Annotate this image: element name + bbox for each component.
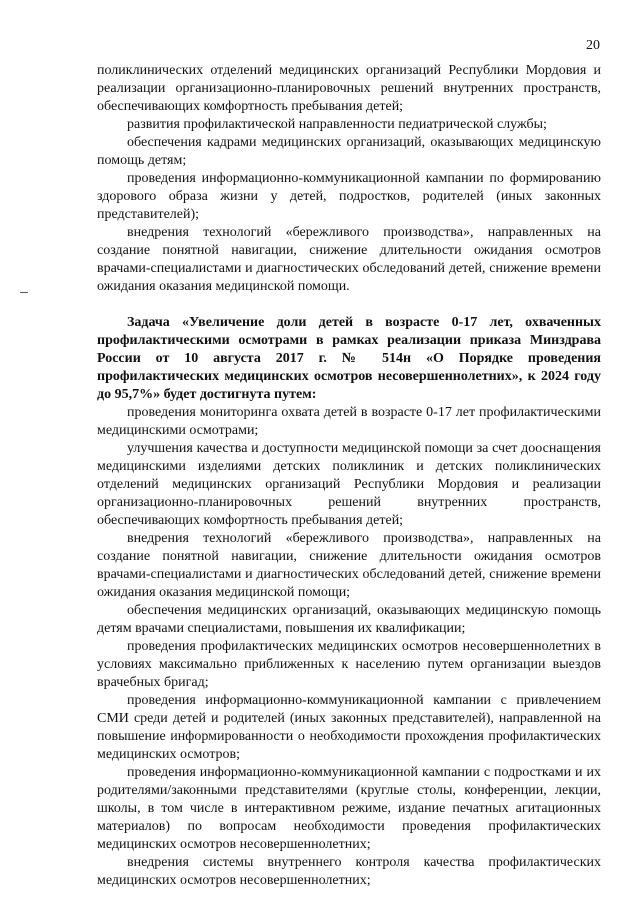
measure-paragraph: проведения информационно-коммуникационной кампании с привлечением СМИ среди детей и родителей (иных законных представителей), направленной на повышение информированности о необходимости прохождения профилактических медицинских осмотров; [97,693,601,762]
paragraph: обеспечения кадрами медицинских организаций, оказывающих медицинскую помощь детям; [97,135,601,168]
paragraph: проведения информационно-коммуникационной кампании по формированию здорового образа жизни у детей, подростков, родителей (иных законных представителей); [97,171,601,222]
paragraph: развития профилактической направленности педиатрической службы; [127,117,547,132]
measure-paragraph: обеспечения медицинских организаций, оказывающих медицинскую помощь детям врачами специалистами, повышения их квалификации; [97,603,601,636]
page-number: 20 [586,38,600,53]
measure-paragraph: проведения информационно-коммуникационной кампании с подростками и их родителями/законными представителями (круглые столы, конференции, лекции, школы, в том числе в интерактивном режиме, издание печатных агитационных материалов) по вопросам необходимости проведения профилактических медицинских осмотров несовершеннолетних; [97,765,601,852]
measure-paragraph: улучшения качества и доступности медицинской помощи за счет дооснащения медицинскими изделиями детских поликлиник и детских поликлинических отделений медицинских организаций Республики Мордовия и реализации организационно-планировочных решений внутренних пространств, обеспечивающих комфортность пребывания детей; [97,441,601,528]
document-body [97,62,601,890]
task-heading: Задача «Увеличение доли детей в возрасте 0-17 лет, охваченных профилактическими осмотрами в рамках реализации приказа Минздрава России от 10 августа 2017 г. № 514н «О Порядке проведения профилактических медицинских осмотров несовершеннолетних», к 2024 году до 95,7%» будет достигнута путем: [97,315,601,402]
paragraph: внедрения технологий «бережливого производства», направленных на создание понятной навигации, снижение длительности ожидания осмотров врачами-специалистами и диагностических обследований детей, снижение времени ожидания оказания медицинской помощи. [97,225,601,294]
margin-mark [20,292,28,293]
paragraph: поликлинических отделений медицинских организаций Республики Мордовия и реализации организационно-планировочных решений внутренних пространств, обеспечивающих комфортность пребывания детей; [97,63,601,114]
measure-paragraph: внедрения технологий «бережливого производства», направленных на создание понятной навигации, снижение длительности ожидания осмотров врачами-специалистами и диагностических обследований детей, снижение времени ожидания оказания медицинской помощи; [97,531,601,600]
measure-paragraph: проведения профилактических медицинских осмотров несовершеннолетних в условиях максимально приближенных к населению путем организации выездов врачебных бригад; [97,639,601,690]
measure-paragraph: проведения мониторинга охвата детей в возрасте 0-17 лет профилактическими медицинскими осмотрами; [97,405,601,438]
measure-paragraph: внедрения системы внутреннего контроля качества профилактических медицинских осмотров несовершеннолетних; [97,855,601,888]
